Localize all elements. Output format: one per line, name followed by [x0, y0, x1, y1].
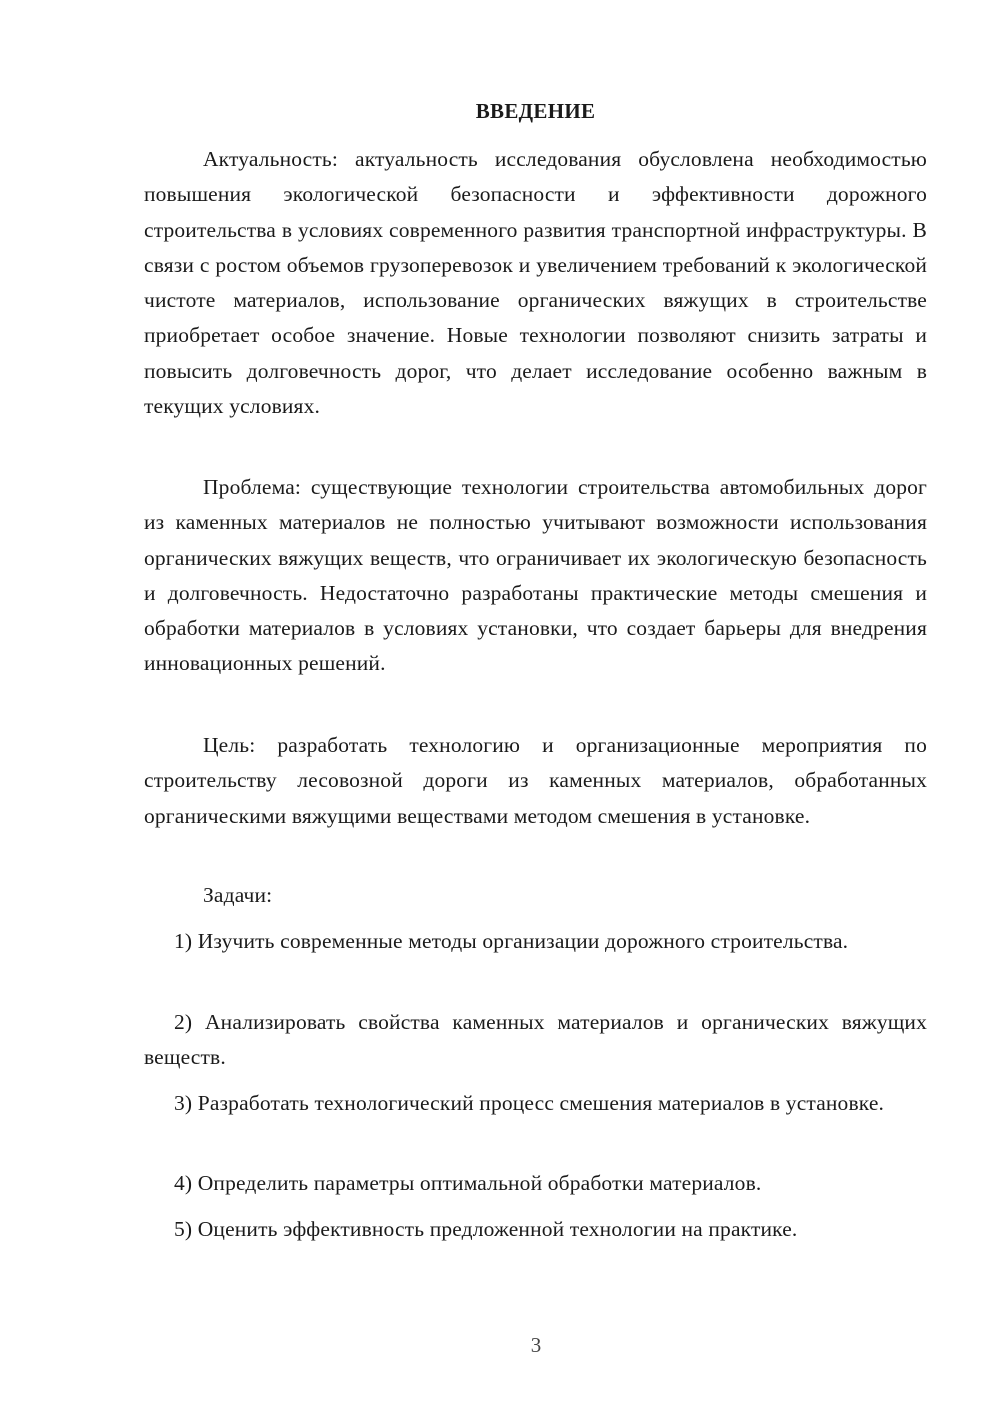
task-item: 4) Определить параметры оптимальной обработки материалов.	[174, 1171, 762, 1195]
paragraph-relevance: Актуальность: актуальность исследования обусловлена необходимостью повышения экологической безопасности и эффективности дорожного строительства в условиях современного развития транспортной инфраструктуры. В связи с ростом объемов грузоперевозок и увеличением требований к экологической чистоте материалов, использование органических вяжущих в строительстве приобретает особое значение. Новые технологии позволяют снизить затраты и повысить долговечность дорог, что делает исследование особенно важным в текущих условиях.	[144, 147, 927, 419]
task-item: 5) Оценить эффективность предложенной технологии на практике.	[174, 1217, 798, 1241]
task-item: 2) Анализировать свойства каменных материалов и органических вяжущих веществ.	[144, 1010, 927, 1070]
paragraph-tasks-heading: Задачи:	[203, 883, 273, 907]
task-item: 1) Изучить современные методы организации дорожного строительства.	[174, 929, 849, 953]
page-number: 3	[530, 1333, 542, 1357]
section-heading: ВВЕДЕНИЕ	[475, 99, 596, 123]
paragraph-problem: Проблема: существующие технологии строительства автомобильных дорог из каменных материалов не полностью учитывают возможности использования органических вяжущих веществ, что ограничивает их экологическую безопасность и долговечность. Недостаточно разработаны практические методы смешения и обработки материалов в условиях установки, что создает барьеры для внедрения инновационных решений.	[144, 475, 927, 676]
paragraph-goal: Цель: разработать технологию и организационные мероприятия по строительству лесовозной дороги из каменных материалов, обработанных органическими вяжущими веществами методом смешения в установке.	[144, 733, 927, 828]
task-item: 3) Разработать технологический процесс смешения материалов в установке.	[174, 1091, 885, 1115]
